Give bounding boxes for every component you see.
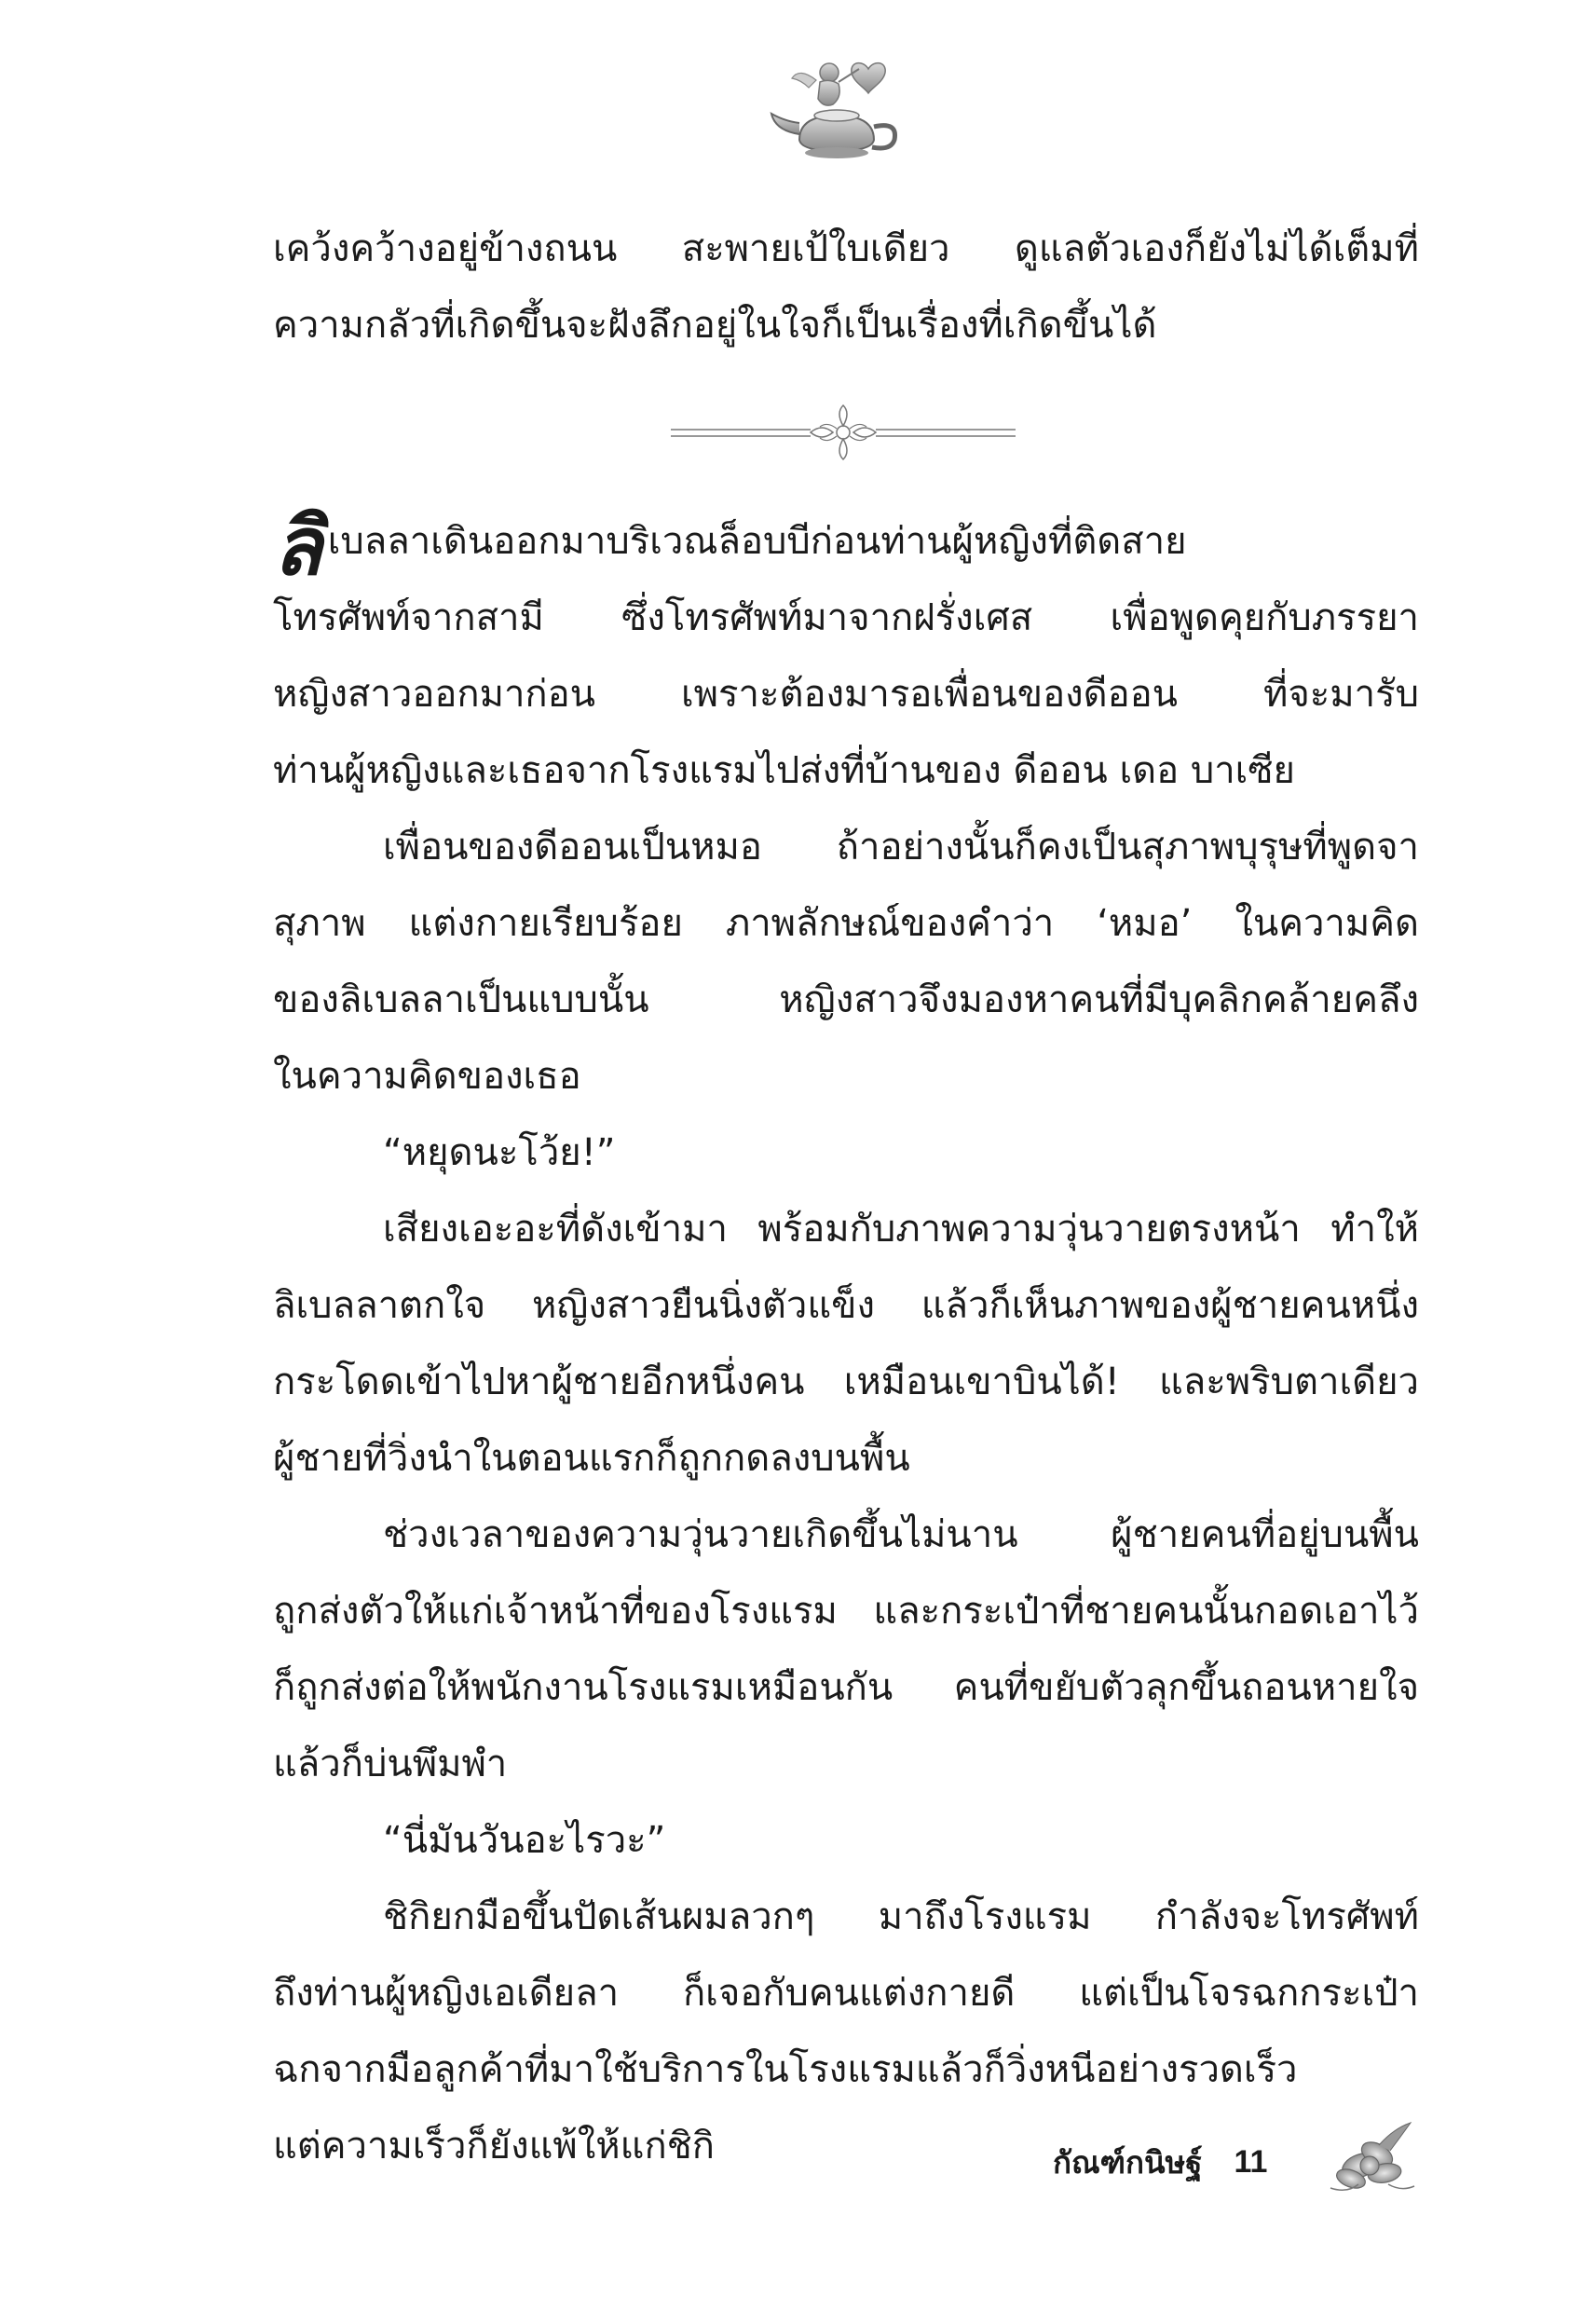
dialogue-line: “นี่มันวันอะไรวะ” — [383, 1819, 666, 1862]
text-line: ลิเบลลาตกใจ หญิงสาวยืนนิ่งตัวแข็ง แล้วก็เห็นภาพของผู้ชายคนหนึ่ง — [273, 1284, 1419, 1327]
text-line: ของลิเบลลาเป็นแบบนั้น หญิงสาวจึงมองหาคนที่มีบุคลิกคล้ายคลึง — [273, 978, 1419, 1021]
text-line: ความกลัวที่เกิดขึ้นจะฝังลึกอยู่ในใจก็เป็นเรื่องที่เกิดขึ้นได้ — [273, 304, 1157, 347]
first-line-text: เบลลาเดินออกมาบริเวณล็อบบีก่อนท่านผู้หญิงที่ติดสาย — [327, 520, 1187, 563]
book-title: กัณฑ์กนิษฐ์ — [1053, 2143, 1203, 2181]
text-line: เสียงเอะอะที่ดังเข้ามา พร้อมกับภาพความวุ่นวายตรงหน้า ทำให้ — [383, 1208, 1419, 1251]
text-line: ในความคิดของเธอ — [273, 1055, 581, 1098]
text-line: ถึงท่านผู้หญิงเอเดียลา ก็เจอกับคนแต่งกายดี แต่เป็นโจรฉกกระเป๋า — [273, 1972, 1419, 2015]
dialogue-line: “หยุดนะโว้ย!” — [383, 1131, 616, 1174]
scroll-divider-icon — [671, 401, 1016, 466]
teapot-cupid-ornament-icon — [764, 48, 913, 170]
main-section — [273, 503, 1419, 2184]
page-number: 11 — [1234, 2143, 1268, 2180]
text-line: โทรศัพท์จากสามี ซึ่งโทรศัพท์มาจากฝรั่งเศส เพื่อพูดคุยกับภรรยา — [273, 596, 1419, 639]
text-line: ก็ถูกส่งต่อให้พนักงานโรงแรมเหมือนกัน คนที่ขยับตัวลุกขึ้นถอนหายใจ — [273, 1666, 1419, 1709]
text-line: ชิกิยกมือขึ้นปัดเส้นผมลวกๆ มาถึงโรงแรม กำลังจะโทรศัพท์ — [383, 1895, 1419, 1938]
text-line: สุภาพ แต่งกายเรียบร้อย ภาพลักษณ์ของคำว่า ‘หมอ’ ในความคิด — [273, 902, 1419, 945]
text-line: หญิงสาวออกมาก่อน เพราะต้องมารอเพื่อนของดีออน ที่จะมารับ — [273, 673, 1419, 716]
text-line: กระโดดเข้าไปหาผู้ชายอีกหนึ่งคน เหมือนเขาบินได้! และพริบตาเดียว — [273, 1361, 1419, 1403]
text-line: ฉกจากมือลูกค้าที่มาใช้บริการในโรงแรมแล้วก็วิ่งหนีอย่างรวดเร็ว — [273, 2048, 1298, 2091]
text-line: แต่ความเร็วก็ยังแพ้ให้แก่ชิกิ — [273, 2125, 716, 2167]
text-line: ผู้ชายที่วิ่งนำในตอนแรกก็ถูกกดลงบนพื้น — [273, 1437, 910, 1480]
text-line: แล้วก็บ่นพึมพำ — [273, 1743, 508, 1785]
page-footer — [1053, 2134, 1267, 2190]
flower-ornament-icon — [1323, 2117, 1420, 2203]
text-line: ช่วงเวลาของความวุ่นวายเกิดขึ้นไม่นาน ผู้ชายคนที่อยู่บนพื้น — [383, 1513, 1419, 1556]
text-line: เคว้งคว้างอยู่ข้างถนน สะพายเป้ใบเดียว ดูแลตัวเองก็ยังไม่ได้เต็มที่ — [273, 227, 1419, 270]
text-line: ท่านผู้หญิงและเธอจากโรงแรมไปส่งที่บ้านของ ดีออน เดอ บาเซีย — [273, 749, 1295, 792]
intro-paragraph — [273, 211, 1419, 363]
first-line — [273, 503, 1419, 580]
text-line: ถูกส่งตัวให้แก่เจ้าหน้าที่ของโรงแรม และกระเป๋าที่ชายคนนั้นกอดเอาไว้ — [273, 1590, 1419, 1633]
text-line: เพื่อนของดีออนเป็นหมอ ถ้าอย่างนั้นก็คงเป็นสุภาพบุรุษที่พูดจา — [383, 826, 1419, 868]
drop-cap: ลิ — [273, 503, 322, 580]
